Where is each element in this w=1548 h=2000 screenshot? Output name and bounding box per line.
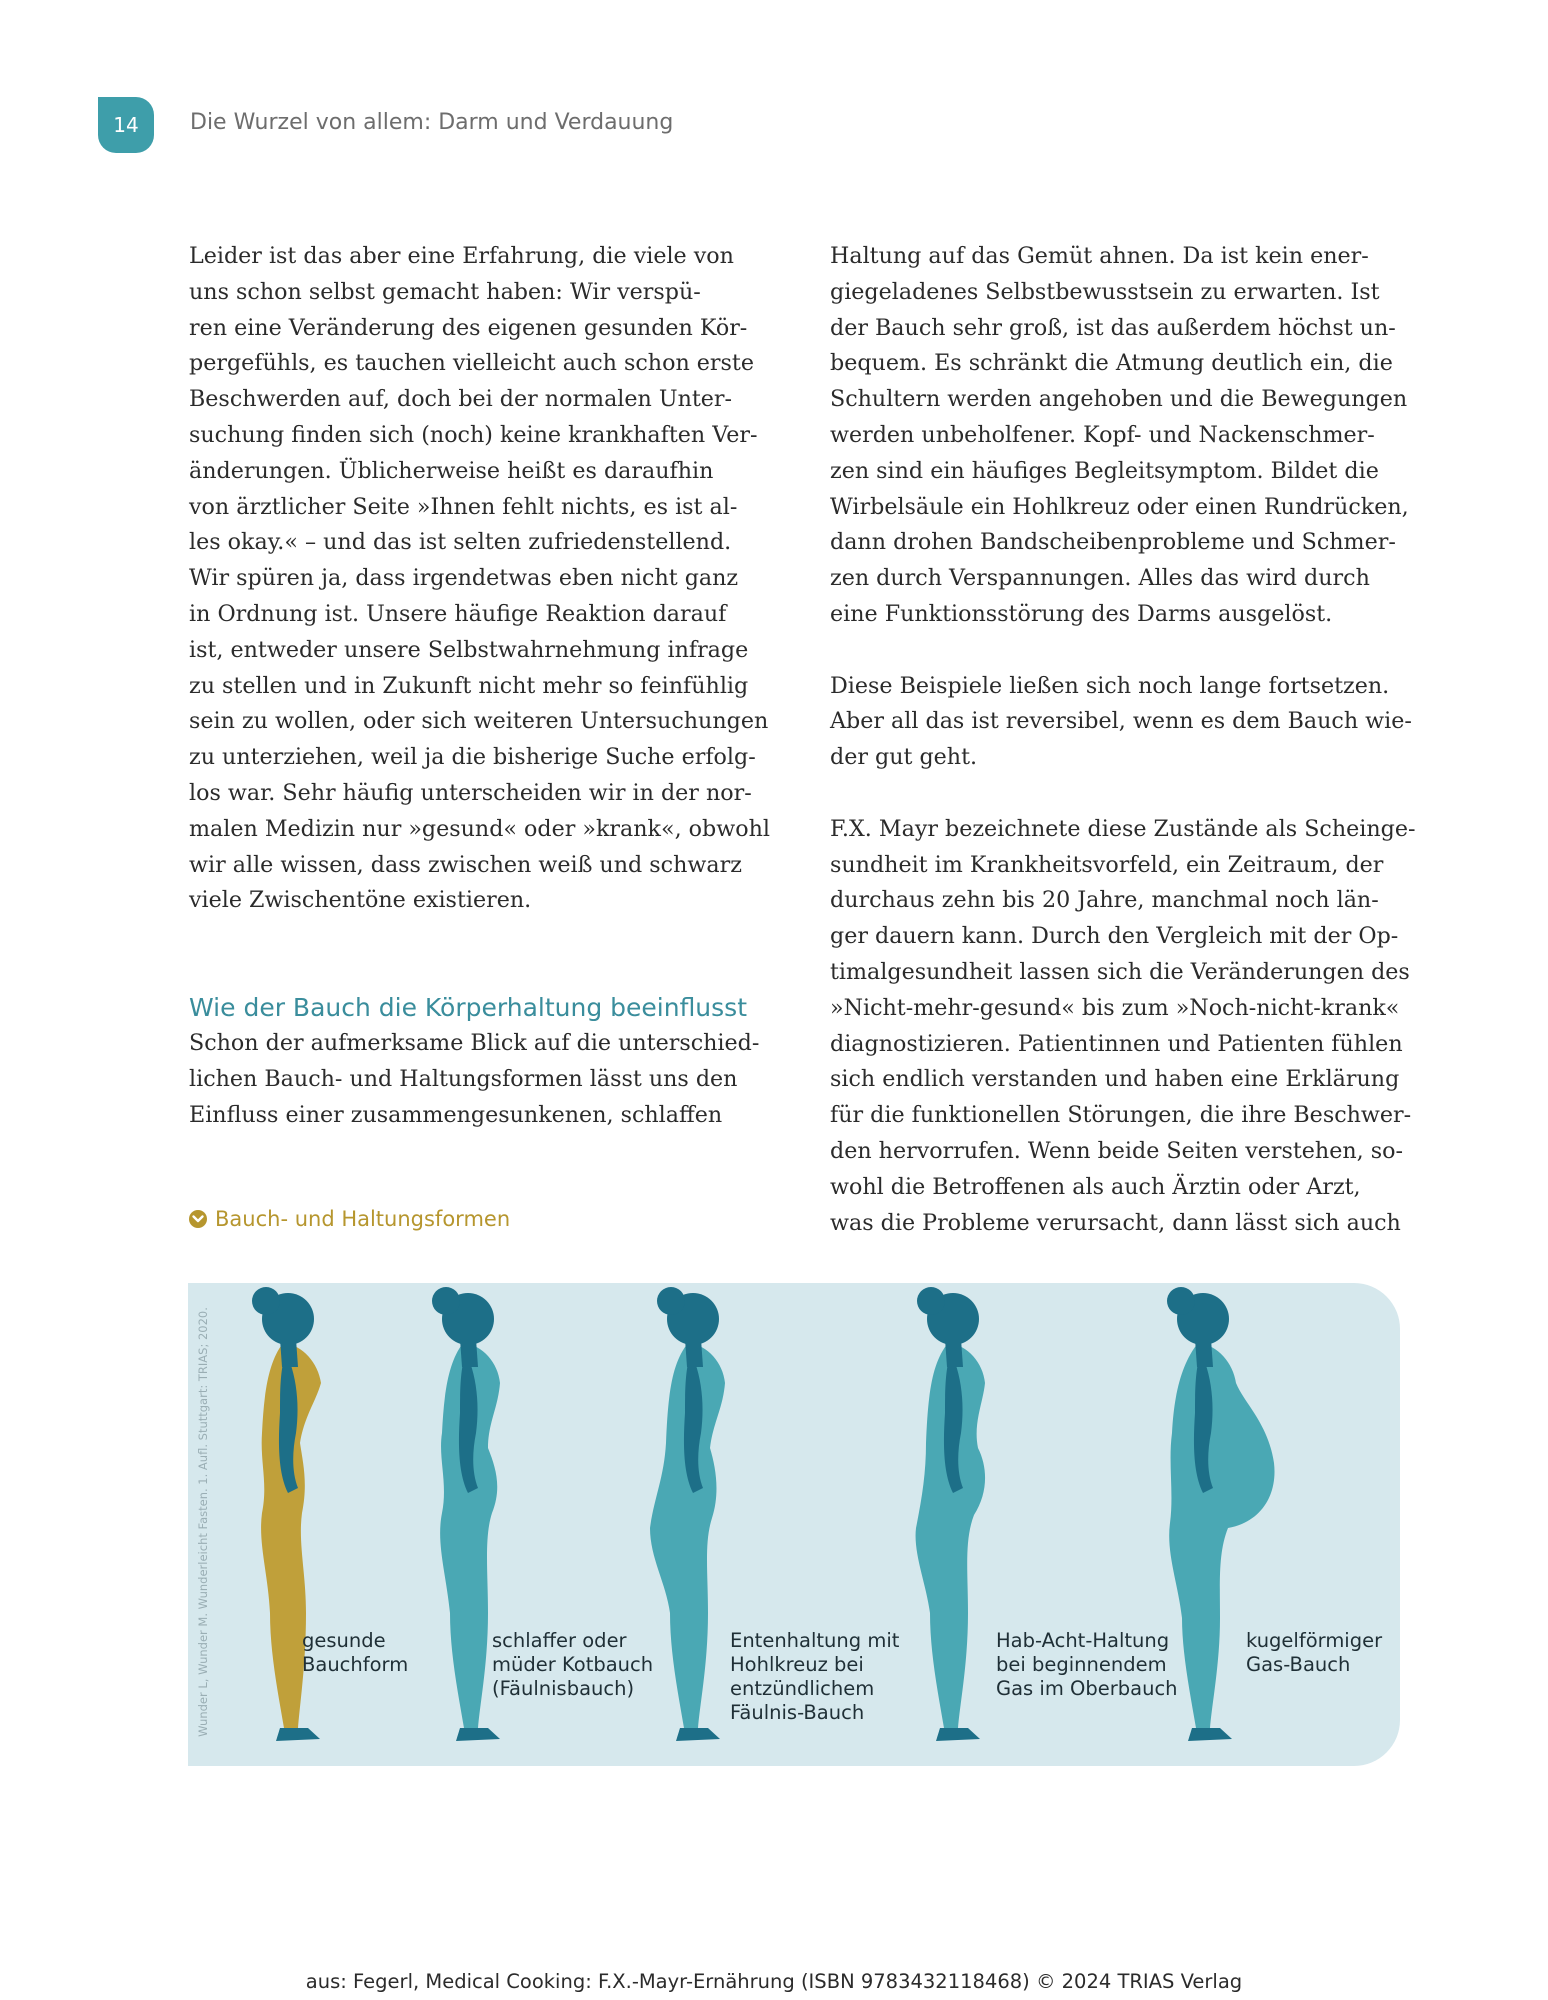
- paragraph: [830, 239, 1409, 633]
- label-alert-posture: Hab-Acht-Haltung bei beginnendem Gas im Oberbauch: [996, 1629, 1178, 1700]
- text-line: uns schon selbst gemacht haben: Wir verspü-: [189, 278, 701, 305]
- text-line: malen Medizin nur »gesund« oder »krank«, obwohl: [189, 815, 770, 842]
- text-line: diagnostizieren. Patientinnen und Patienten fühlen: [830, 1030, 1403, 1057]
- left-column: [189, 239, 770, 1134]
- text-line: viele Zwischentöne existieren.: [189, 887, 532, 914]
- paragraph: [189, 239, 770, 919]
- text-line: Aber all das ist reversibel, wenn es dem Bauch wie-: [830, 708, 1412, 735]
- text-line: Schultern werden angehoben und die Bewegungen: [830, 386, 1408, 413]
- paragraph: [189, 1026, 759, 1133]
- label-duck-posture: Entenhaltung mit Hohlkreuz bei entzündlichem Fäulnis-Bauch: [730, 1629, 900, 1724]
- text-line: sich endlich verstanden und haben eine Erklärung: [830, 1066, 1400, 1093]
- text-line: Schon der aufmerksame Blick auf die unterschied-: [189, 1030, 760, 1057]
- text-line: von ärztlicher Seite »Ihnen fehlt nichts, es ist al-: [189, 493, 738, 520]
- text-line: Leider ist das aber eine Erfahrung, die viele von: [189, 243, 734, 269]
- text-line: F.X. Mayr bezeichnete diese Zustände als Scheinge-: [830, 815, 1416, 842]
- label-slack-belly: schlaffer oder müder Kotbauch (Fäulnisbauch): [492, 1629, 654, 1700]
- text-line: Wirbelsäule ein Hohlkreuz oder einen Rundrücken,: [830, 493, 1409, 520]
- text-line: was die Probleme verursacht, dann lässt sich auch: [830, 1209, 1401, 1236]
- silhouette-alert-posture: [916, 1287, 986, 1741]
- text-line: sein zu wollen, oder sich weiteren Untersuchungen: [189, 708, 769, 735]
- text-line: zen sind ein häufiges Begleitsymptom. Bildet die: [830, 457, 1379, 484]
- text-line: lichen Bauch- und Haltungsformen lässt uns den: [189, 1065, 738, 1092]
- label-ball-belly: kugelförmiger Gas-Bauch: [1246, 1629, 1383, 1676]
- image-credit: Wunder L, Wunder M. Wunderleicht Fasten. 1. Aufl. Stuttgart: TRIAS; 2020.: [196, 1307, 210, 1737]
- text-line: in Ordnung ist. Unsere häufige Reaktion darauf: [189, 600, 727, 627]
- text-line: ger dauern kann. Durch den Vergleich mit der Op-: [830, 923, 1399, 950]
- chevron-down-icon: [189, 1210, 207, 1228]
- text-line: bequem. Es schränkt die Atmung deutlich ein, die: [830, 350, 1393, 377]
- paragraph: [830, 812, 1416, 1242]
- text-line: Wir spüren ja, dass irgendetwas eben nicht ganz: [189, 565, 739, 592]
- text-line: Haltung auf das Gemüt ahnen. Da ist kein ener-: [830, 243, 1369, 269]
- paragraph: [830, 669, 1412, 776]
- text-line: zu stellen und in Zukunft nicht mehr so feinfühlig: [189, 672, 749, 699]
- text-line: änderungen. Üblicherweise heißt es daraufhin: [189, 457, 714, 484]
- silhouette-slack-belly: [432, 1287, 500, 1741]
- text-line: timalgesundheit lassen sich die Veränderungen des: [830, 958, 1410, 985]
- text-line: pergefühls, es tauchen vielleicht auch schon erste: [189, 350, 754, 377]
- text-line: ist, entweder unsere Selbstwahrnehmung infrage: [189, 636, 749, 663]
- text-line: ren eine Veränderung des eigenen gesunden Kör-: [189, 314, 748, 341]
- page-number-badge: [98, 97, 154, 153]
- text-line: sundheit im Krankheitsvorfeld, ein Zeitraum, der: [830, 851, 1384, 878]
- text-line: Einfluss einer zusammengesunkenen, schlaffen: [189, 1101, 723, 1128]
- text-line: eine Funktionsstörung des Darms ausgelöst.: [830, 600, 1333, 627]
- text-line: giegeladenes Selbstbewusstsein zu erwarten. Ist: [830, 278, 1380, 305]
- figure-caption-text: Bauch- und Haltungsformen: [215, 1207, 511, 1231]
- text-line: les okay.« – und das ist selten zufriedenstellend.: [189, 529, 732, 556]
- section-heading: Wie der Bauch die Körperhaltung beeinflusst: [189, 993, 748, 1023]
- source-footer: aus: Fegerl, Medical Cooking: F.X.-Mayr-Ernährung (ISBN 9783432118468) © 2024 TRIAS Verlag: [305, 1970, 1243, 1993]
- label-healthy: gesunde Bauchform: [302, 1629, 409, 1676]
- text-line: durchaus zehn bis 20 Jahre, manchmal noch län-: [830, 887, 1379, 914]
- text-line: werden unbeholfener. Kopf- und Nackenschmer-: [830, 421, 1375, 448]
- figure-caption: [189, 1207, 510, 1231]
- text-line: zen durch Verspannungen. Alles das wird durch: [830, 565, 1370, 592]
- posture-figure: [188, 1283, 1400, 1766]
- text-line: der Bauch sehr groß, ist das außerdem höchst un-: [830, 314, 1396, 341]
- text-line: den hervorrufen. Wenn beide Seiten verstehen, so-: [830, 1137, 1403, 1164]
- text-line: für die funktionellen Störungen, die ihre Beschwer-: [830, 1102, 1412, 1129]
- text-line: wohl die Betroffenen als auch Ärztin oder Arzt,: [830, 1173, 1361, 1200]
- text-line: los war. Sehr häufig unterscheiden wir in der nor-: [189, 779, 752, 806]
- right-column: [830, 239, 1416, 1241]
- running-title: Die Wurzel von allem: Darm und Verdauung: [190, 110, 674, 135]
- text-line: Beschwerden auf, doch bei der normalen Unter-: [189, 386, 733, 413]
- text-line: suchung finden sich (noch) keine krankhaften Ver-: [189, 421, 758, 448]
- text-line: der gut geht.: [830, 744, 978, 771]
- page-number: 14: [113, 113, 139, 137]
- text-line: dann drohen Bandscheibenprobleme und Schmer-: [830, 529, 1396, 556]
- text-line: zu unterziehen, weil ja die bisherige Suche erfolg-: [189, 744, 756, 771]
- text-line: Diese Beispiele ließen sich noch lange fortsetzen.: [830, 672, 1390, 699]
- text-line: »Nicht-mehr-gesund« bis zum »Noch-nicht-krank«: [830, 994, 1400, 1021]
- text-line: wir alle wissen, dass zwischen weiß und schwarz: [189, 851, 742, 878]
- silhouette-duck-posture: [650, 1287, 725, 1741]
